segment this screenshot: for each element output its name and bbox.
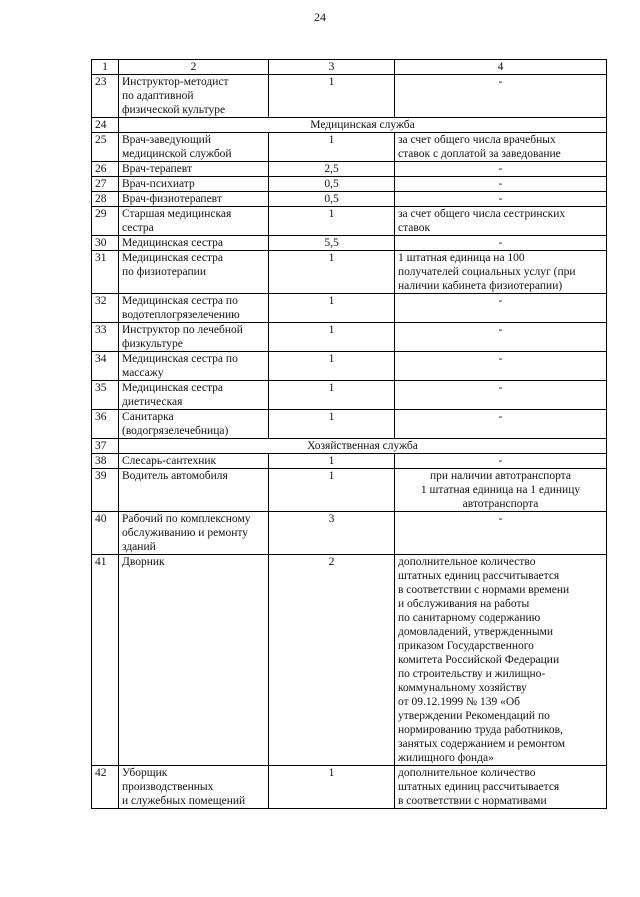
header-col-1: 1 xyxy=(92,60,119,75)
note: - xyxy=(395,512,607,555)
row-number: 31 xyxy=(92,251,119,294)
row-number: 35 xyxy=(92,381,119,410)
row-number: 30 xyxy=(92,236,119,251)
table-row xyxy=(92,177,607,192)
row-number: 38 xyxy=(92,454,119,469)
row-number: 25 xyxy=(92,133,119,162)
staff-count: 1 xyxy=(269,410,395,439)
note: - xyxy=(395,410,607,439)
table-row xyxy=(92,766,607,809)
note: - xyxy=(395,192,607,207)
note: при наличии автотранспорта 1 штатная единица на 1 единицу автотранспорта xyxy=(395,469,607,512)
position-name: Слесарь-сантехник xyxy=(119,454,269,469)
staff-count: 1 xyxy=(269,454,395,469)
position-name: Врач-психиатр xyxy=(119,177,269,192)
row-number: 42 xyxy=(92,766,119,809)
staff-count: 0,5 xyxy=(269,177,395,192)
position-name: Медицинская сестра диетическая xyxy=(119,381,269,410)
row-number: 28 xyxy=(92,192,119,207)
note: за счет общего числа врачебных ставок с доплатой за заведование xyxy=(395,133,607,162)
position-name: Медицинская сестра xyxy=(119,236,269,251)
note: - xyxy=(395,323,607,352)
table-row xyxy=(92,555,607,766)
row-number: 26 xyxy=(92,162,119,177)
note: - xyxy=(395,162,607,177)
position-name: Дворник xyxy=(119,555,269,766)
table-row xyxy=(92,75,607,118)
table-row xyxy=(92,323,607,352)
table-row xyxy=(92,236,607,251)
page-number: 24 xyxy=(314,10,326,24)
note: - xyxy=(395,177,607,192)
row-number: 24 xyxy=(92,118,119,133)
row-number: 29 xyxy=(92,207,119,236)
staff-count: 1 xyxy=(269,381,395,410)
table-row xyxy=(92,294,607,323)
row-number: 36 xyxy=(92,410,119,439)
row-number: 27 xyxy=(92,177,119,192)
staff-count: 2 xyxy=(269,555,395,766)
header-col-4: 4 xyxy=(395,60,607,75)
table-row xyxy=(92,512,607,555)
section-row xyxy=(92,118,607,133)
position-name: Инструктор-методист по адаптивной физической культуре xyxy=(119,75,269,118)
staffing-table xyxy=(91,59,607,809)
note: - xyxy=(395,454,607,469)
table-header-row xyxy=(92,60,607,75)
position-name: Водитель автомобиля xyxy=(119,469,269,512)
table-row xyxy=(92,133,607,162)
table-row xyxy=(92,381,607,410)
table-row xyxy=(92,162,607,177)
position-name: Уборщик производственных и служебных помещений xyxy=(119,766,269,809)
note: - xyxy=(395,352,607,381)
section-title: Медицинская служба xyxy=(119,118,607,133)
staff-count: 5,5 xyxy=(269,236,395,251)
header-col-3: 3 xyxy=(269,60,395,75)
position-name: Медицинская сестра по физиотерапии xyxy=(119,251,269,294)
staff-count: 3 xyxy=(269,512,395,555)
row-number: 34 xyxy=(92,352,119,381)
staff-count: 1 xyxy=(269,766,395,809)
position-name: Санитарка (водогрязелечебница) xyxy=(119,410,269,439)
note: дополнительное количество штатных единиц рассчитывается в соответствии с нормативами xyxy=(395,766,607,809)
position-name: Врач-терапевт xyxy=(119,162,269,177)
staff-count: 1 xyxy=(269,75,395,118)
table-row xyxy=(92,352,607,381)
table-row xyxy=(92,207,607,236)
table-row xyxy=(92,454,607,469)
note: за счет общего числа сестринских ставок xyxy=(395,207,607,236)
staff-count: 1 xyxy=(269,352,395,381)
row-number: 32 xyxy=(92,294,119,323)
staff-count: 1 xyxy=(269,133,395,162)
section-title: Хозяйственная служба xyxy=(119,439,607,454)
table-row xyxy=(92,410,607,439)
note: - xyxy=(395,75,607,118)
note: - xyxy=(395,236,607,251)
position-name: Инструктор по лечебной физкультуре xyxy=(119,323,269,352)
note: - xyxy=(395,381,607,410)
staff-count: 2,5 xyxy=(269,162,395,177)
position-name: Старшая медицинская сестра xyxy=(119,207,269,236)
row-number: 41 xyxy=(92,555,119,766)
staff-count: 1 xyxy=(269,207,395,236)
table-row xyxy=(92,251,607,294)
table-row xyxy=(92,469,607,512)
row-number: 40 xyxy=(92,512,119,555)
staff-count: 1 xyxy=(269,323,395,352)
note: 1 штатная единица на 100 получателей социальных услуг (при наличии кабинета физиотерапии) xyxy=(395,251,607,294)
position-name: Рабочий по комплексному обслуживанию и ремонту зданий xyxy=(119,512,269,555)
staff-count: 1 xyxy=(269,294,395,323)
note: дополнительное количество штатных единиц рассчитывается в соответствии с нормами времени и обслуживания на работы по санитарному содержанию домовладений, утвержденными приказом Государственного комитета Российской Федерации по строительству и жилищно- коммунальному хозяйству от 09.12.1999 № 139 «Об утверждении Рекомендаций по нормированию труда работников, занятых содержанием и ремонтом жилищного фонда» xyxy=(395,555,607,766)
position-name: Медицинская сестра по водотеплогрязелечению xyxy=(119,294,269,323)
row-number: 39 xyxy=(92,469,119,512)
row-number: 33 xyxy=(92,323,119,352)
row-number: 23 xyxy=(92,75,119,118)
staff-count: 0,5 xyxy=(269,192,395,207)
table-row xyxy=(92,192,607,207)
header-col-2: 2 xyxy=(119,60,269,75)
position-name: Медицинская сестра по массажу xyxy=(119,352,269,381)
position-name: Врач-физиотерапевт xyxy=(119,192,269,207)
note: - xyxy=(395,294,607,323)
position-name: Врач-заведующий медицинской службой xyxy=(119,133,269,162)
staff-count: 1 xyxy=(269,469,395,512)
row-number: 37 xyxy=(92,439,119,454)
staff-count: 1 xyxy=(269,251,395,294)
section-row xyxy=(92,439,607,454)
